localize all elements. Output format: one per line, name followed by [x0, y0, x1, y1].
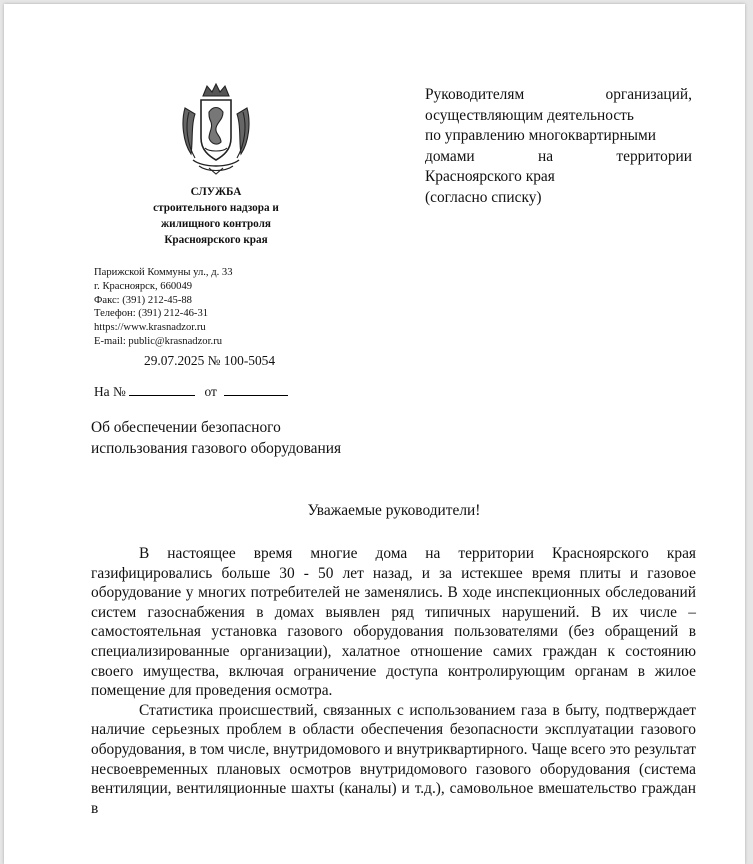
- org-line: строительного надзора и: [153, 202, 279, 214]
- addressee-line: по управлению многоквартирными: [425, 127, 657, 144]
- subject-line: использования газового оборудования: [91, 440, 342, 457]
- greeting: Уважаемые руководители!: [307, 502, 481, 519]
- contact-email-link[interactable]: E-mail: public@krasnadzor.ru: [94, 335, 223, 347]
- contact-address: Парижской Коммуны ул., д. 33: [94, 267, 233, 278]
- sender-contacts: [94, 266, 233, 349]
- sender-organization: [122, 184, 310, 248]
- ref-number-blank: [129, 384, 195, 396]
- addressee-line: осуществляющим деятельность: [425, 106, 634, 124]
- registration-number: 29.07.2025 № 100-5054: [144, 353, 276, 368]
- document-page: [4, 4, 745, 864]
- ref-prefix: На №: [94, 384, 126, 399]
- addressee-line: домами на территории: [425, 147, 692, 165]
- body-paragraph: В настоящее время многие дома на территории Красноярского края газифицировались больше 30 - 50 лет назад, и за истекшее время плиты и газовое оборудование у многих потребителей не заменялись. В ходе инспекционных обследований систем газоснабжения в домах выявлен ряд типичных нарушений. В их числе – самостоятельная установка газового оборудования пользователями (без обращений в специализированные организации), халатное отношение самих граждан к состоянию своего имущества, включая ограничение доступа контролирующим органам в жилое помещение для проведения осмотра.: [91, 545, 696, 700]
- reference-line: [94, 384, 288, 400]
- addressee-block: [425, 85, 692, 208]
- coat-of-arms-emblem: [179, 82, 253, 176]
- org-line: Красноярского края: [164, 234, 268, 246]
- contact-fax: Факс: (391) 212-45-88: [94, 294, 192, 306]
- ref-date-blank: [224, 384, 288, 396]
- org-line: СЛУЖБА: [190, 186, 242, 198]
- addressee-line: (согласно списку): [425, 188, 542, 206]
- ref-middle: от: [204, 384, 217, 399]
- contact-phone: Телефон: (391) 212-46-31: [94, 308, 209, 320]
- org-line: жилищного контроля: [161, 218, 271, 230]
- letter-body: [91, 544, 696, 818]
- addressee-line: Красноярского края: [425, 168, 555, 185]
- addressee-line: Руководителям организаций,: [425, 86, 692, 103]
- body-paragraph: Статистика происшествий, связанных с использованием газа в быту, подтверждает наличие серьезных проблем в области обеспечения безопасности эксплуатации газового оборудования, в том числе, внутридомового и внутриквартирного. Чаще всего это результат несвоевременных плановых осмотров внутридомового газового оборудования (система вентиляции, вентиляционные шахты (каналы) и т.д.), самовольное вмешательство граждан в: [91, 701, 696, 817]
- letter-subject: [91, 417, 341, 459]
- contact-city: г. Красноярск, 660049: [94, 280, 193, 292]
- subject-line: Об обеспечении безопасного: [91, 419, 281, 436]
- contact-website-link[interactable]: https://www.krasnadzor.ru: [94, 322, 206, 334]
